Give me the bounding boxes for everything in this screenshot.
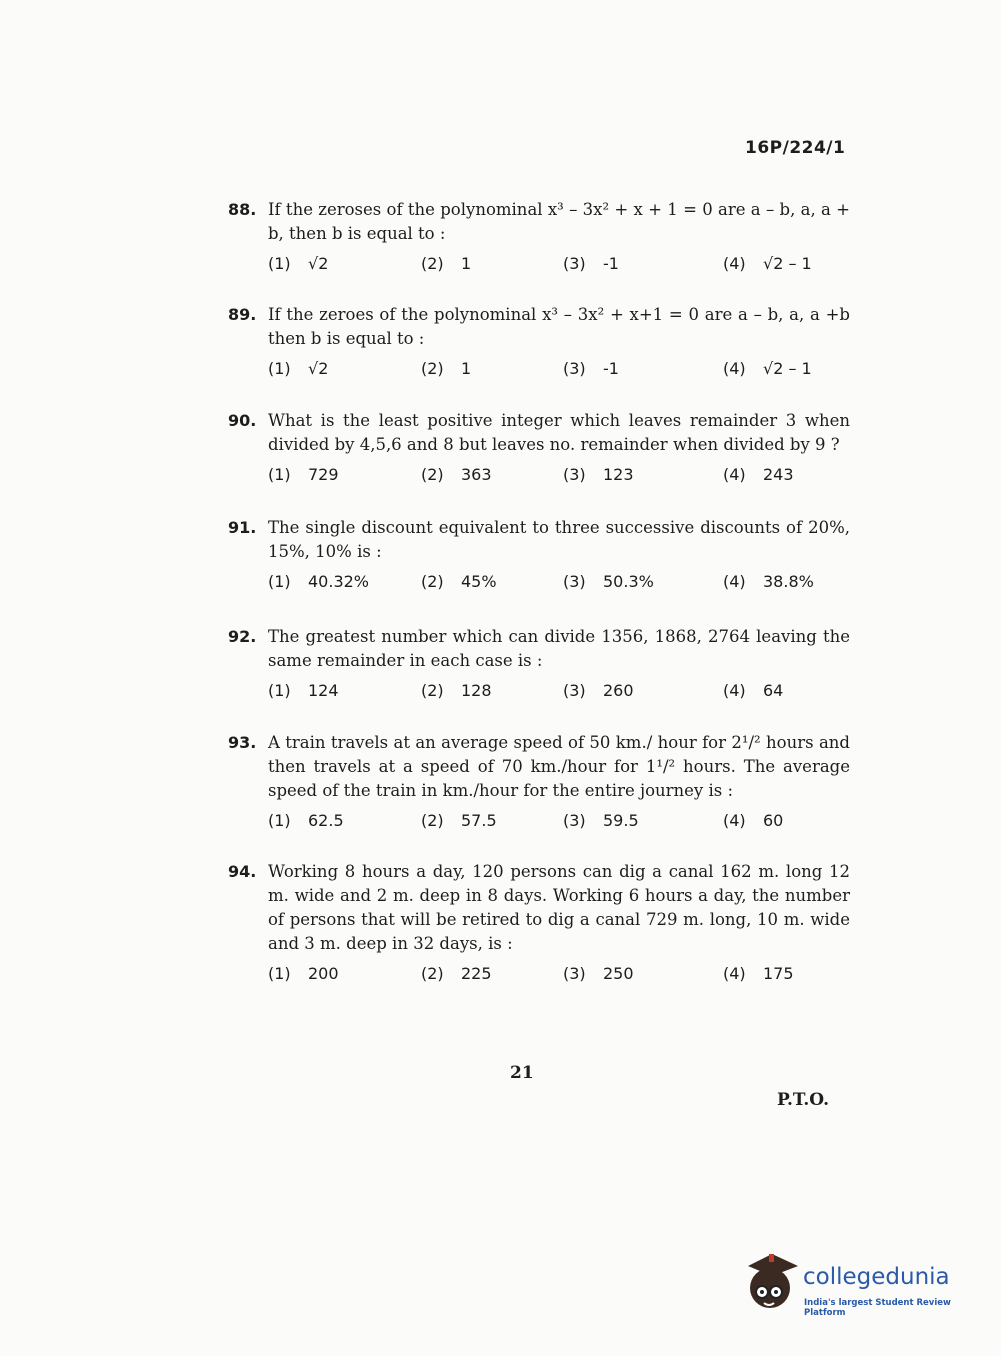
option-value: 59.5 [603, 811, 639, 830]
brand-tagline: India's largest Student Review Platform [804, 1298, 951, 1318]
option-1 [268, 254, 421, 273]
option-label: (4) [723, 254, 746, 273]
question-90 [228, 409, 850, 484]
options-list [268, 359, 850, 378]
question-number: 88. [228, 200, 257, 219]
mascot-icon [742, 1250, 802, 1320]
option-label: (1) [268, 254, 291, 273]
option-label: (4) [723, 572, 746, 591]
option-label: (3) [563, 359, 586, 378]
option-3 [563, 811, 723, 830]
option-value: 260 [603, 681, 634, 700]
option-3 [563, 359, 723, 378]
question-text: The single discount equivalent to three successive discounts of 20%, 15%, 10% is : [268, 518, 850, 561]
question-text: The greatest number which can divide 1356, 1868, 2764 leaving the same remainder in each case is : [268, 627, 850, 670]
option-label: (3) [563, 681, 586, 700]
option-value: 45% [461, 572, 497, 591]
option-value: 225 [461, 964, 492, 983]
option-2 [421, 572, 563, 591]
option-label: (2) [421, 681, 444, 700]
page-number: 21 [510, 1063, 534, 1083]
option-2 [421, 254, 563, 273]
option-label: (2) [421, 572, 444, 591]
question-89 [228, 303, 850, 378]
option-3 [563, 572, 723, 591]
option-4 [723, 811, 783, 830]
question-94 [228, 860, 850, 983]
option-4 [723, 254, 812, 273]
option-1 [268, 681, 421, 700]
option-value: -1 [603, 359, 619, 378]
question-number: 91. [228, 518, 257, 537]
option-value: 363 [461, 465, 492, 484]
option-value: √2 [308, 254, 329, 273]
option-label: (3) [563, 572, 586, 591]
option-value: 1 [461, 359, 472, 378]
paper-code: 16P/224/1 [745, 138, 846, 158]
options-list [268, 465, 850, 484]
options-list [268, 254, 850, 273]
option-4 [723, 572, 814, 591]
option-label: (4) [723, 811, 746, 830]
option-label: (3) [563, 964, 586, 983]
option-label: (2) [421, 465, 444, 484]
option-value: -1 [603, 254, 619, 273]
option-3 [563, 465, 723, 484]
option-value: √2 [308, 359, 329, 378]
option-1 [268, 811, 421, 830]
option-3 [563, 964, 723, 983]
option-label: (3) [563, 811, 586, 830]
option-value: 62.5 [308, 811, 344, 830]
option-2 [421, 811, 563, 830]
question-text: If the zeroses of the polynominal x³ – 3x² + x + 1 = 0 are a – b, a, a + b, then b is equal to : [268, 200, 850, 243]
option-value: 50.3% [603, 572, 654, 591]
question-number: 92. [228, 627, 257, 646]
pto-label: P.T.O. [777, 1090, 829, 1110]
option-label: (2) [421, 964, 444, 983]
option-value: 40.32% [308, 572, 370, 591]
option-value: 200 [308, 964, 339, 983]
brand-name: collegedunia [803, 1264, 950, 1290]
question-number: 90. [228, 411, 257, 430]
option-value: 57.5 [461, 811, 497, 830]
option-1 [268, 359, 421, 378]
question-text: Working 8 hours a day, 120 persons can dig a canal 162 m. long 12 m. wide and 2 m. deep in 8 days. Working 6 hours a day, the number of persons that will be retired to dig a canal 729 m. long, 10 m. wide and 3 m. deep in 32 days, is : [268, 862, 850, 953]
options-list [268, 964, 850, 983]
option-2 [421, 359, 563, 378]
option-3 [563, 254, 723, 273]
option-label: (1) [268, 359, 291, 378]
option-label: (1) [268, 964, 291, 983]
option-label: (1) [268, 572, 291, 591]
question-text: What is the least positive integer which leaves remainder 3 when divided by 4,5,6 and 8 but leaves no. remainder when divided by 9 ? [268, 411, 850, 454]
option-label: (1) [268, 811, 291, 830]
options-list [268, 572, 850, 591]
question-text: A train travels at an average speed of 50 km./ hour for 2¹/² hours and then travels at a speed of 70 km./hour for 1¹/² hours. The average speed of the train in km./hour for the entire journey is : [268, 733, 850, 800]
option-1 [268, 572, 421, 591]
option-label: (4) [723, 465, 746, 484]
option-value: 128 [461, 681, 492, 700]
option-label: (2) [421, 811, 444, 830]
option-4 [723, 681, 783, 700]
option-4 [723, 964, 794, 983]
question-number: 89. [228, 305, 257, 324]
question-92 [228, 625, 850, 700]
option-value: 175 [763, 964, 794, 983]
option-value: 64 [763, 681, 784, 700]
option-4 [723, 359, 812, 378]
question-88 [228, 198, 850, 273]
option-label: (3) [563, 254, 586, 273]
option-value: 123 [603, 465, 634, 484]
option-value: 60 [763, 811, 784, 830]
option-1 [268, 465, 421, 484]
option-2 [421, 465, 563, 484]
option-label: (4) [723, 681, 746, 700]
question-91 [228, 516, 850, 591]
question-93 [228, 731, 850, 830]
option-value: √2 – 1 [763, 359, 812, 378]
option-4 [723, 465, 794, 484]
option-3 [563, 681, 723, 700]
option-2 [421, 681, 563, 700]
option-label: (3) [563, 465, 586, 484]
question-number: 93. [228, 733, 257, 752]
option-label: (4) [723, 964, 746, 983]
option-value: 243 [763, 465, 794, 484]
option-label: (2) [421, 359, 444, 378]
option-label: (1) [268, 465, 291, 484]
options-list [268, 811, 850, 830]
option-1 [268, 964, 421, 983]
question-text: If the zeroes of the polynominal x³ – 3x² + x+1 = 0 are a – b, a, a +b then b is equal to : [268, 305, 850, 348]
question-number: 94. [228, 862, 257, 881]
option-value: 124 [308, 681, 339, 700]
option-value: 1 [461, 254, 472, 273]
collegedunia-logo [742, 1250, 972, 1320]
option-value: √2 – 1 [763, 254, 812, 273]
option-value: 250 [603, 964, 634, 983]
option-value: 729 [308, 465, 339, 484]
options-list [268, 681, 850, 700]
option-label: (4) [723, 359, 746, 378]
option-value: 38.8% [763, 572, 814, 591]
option-label: (1) [268, 681, 291, 700]
option-2 [421, 964, 563, 983]
option-label: (2) [421, 254, 444, 273]
